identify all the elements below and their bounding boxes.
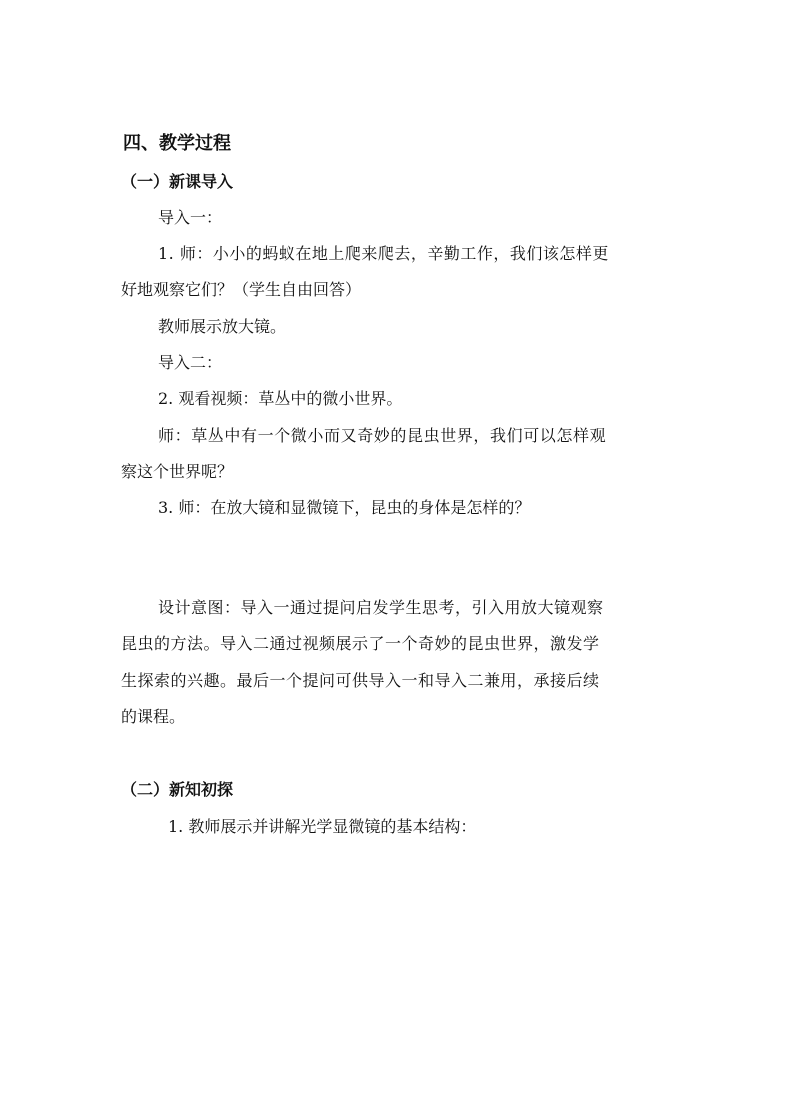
- subsection-2-title: （二）新知初探: [121, 780, 234, 799]
- teacher-show: 教师展示放大镜。: [158, 317, 287, 336]
- design-intent-line2: 昆虫的方法。导入二通过视频展示了一个奇妙的昆虫世界，激发学: [121, 634, 600, 653]
- item1-line1: 1. 师：小小的蚂蚁在地上爬来爬去，辛勤工作，我们该怎样更: [158, 244, 609, 263]
- item3: 3. 师：在放大镜和显微镜下，昆虫的身体是怎样的？: [158, 498, 531, 517]
- subsection-2-item1: 1. 教师展示并讲解光学显微镜的基本结构：: [168, 817, 477, 836]
- section-heading: 四、教学过程: [123, 133, 231, 154]
- design-intent-line3: 生探索的兴趣。最后一个提问可供导入一和导入二兼用，承接后续: [121, 671, 600, 690]
- design-intent-line4: 的课程。: [121, 707, 186, 726]
- item1-line2: 好地观察它们？（学生自由回答）: [121, 280, 362, 299]
- subsection-1-title: （一）新课导入: [121, 172, 234, 191]
- intro2-label: 导入二：: [158, 353, 223, 372]
- item2: 2. 观看视频：草丛中的微小世界。: [158, 389, 403, 408]
- teacher-question-line1: 师：草丛中有一个微小而又奇妙的昆虫世界，我们可以怎样观: [158, 426, 607, 445]
- teacher-question-line2: 察这个世界呢？: [121, 462, 234, 481]
- intro1-label: 导入一：: [158, 208, 223, 227]
- design-intent-line1: 设计意图：导入一通过提问启发学生思考，引入用放大镜观察: [158, 598, 604, 617]
